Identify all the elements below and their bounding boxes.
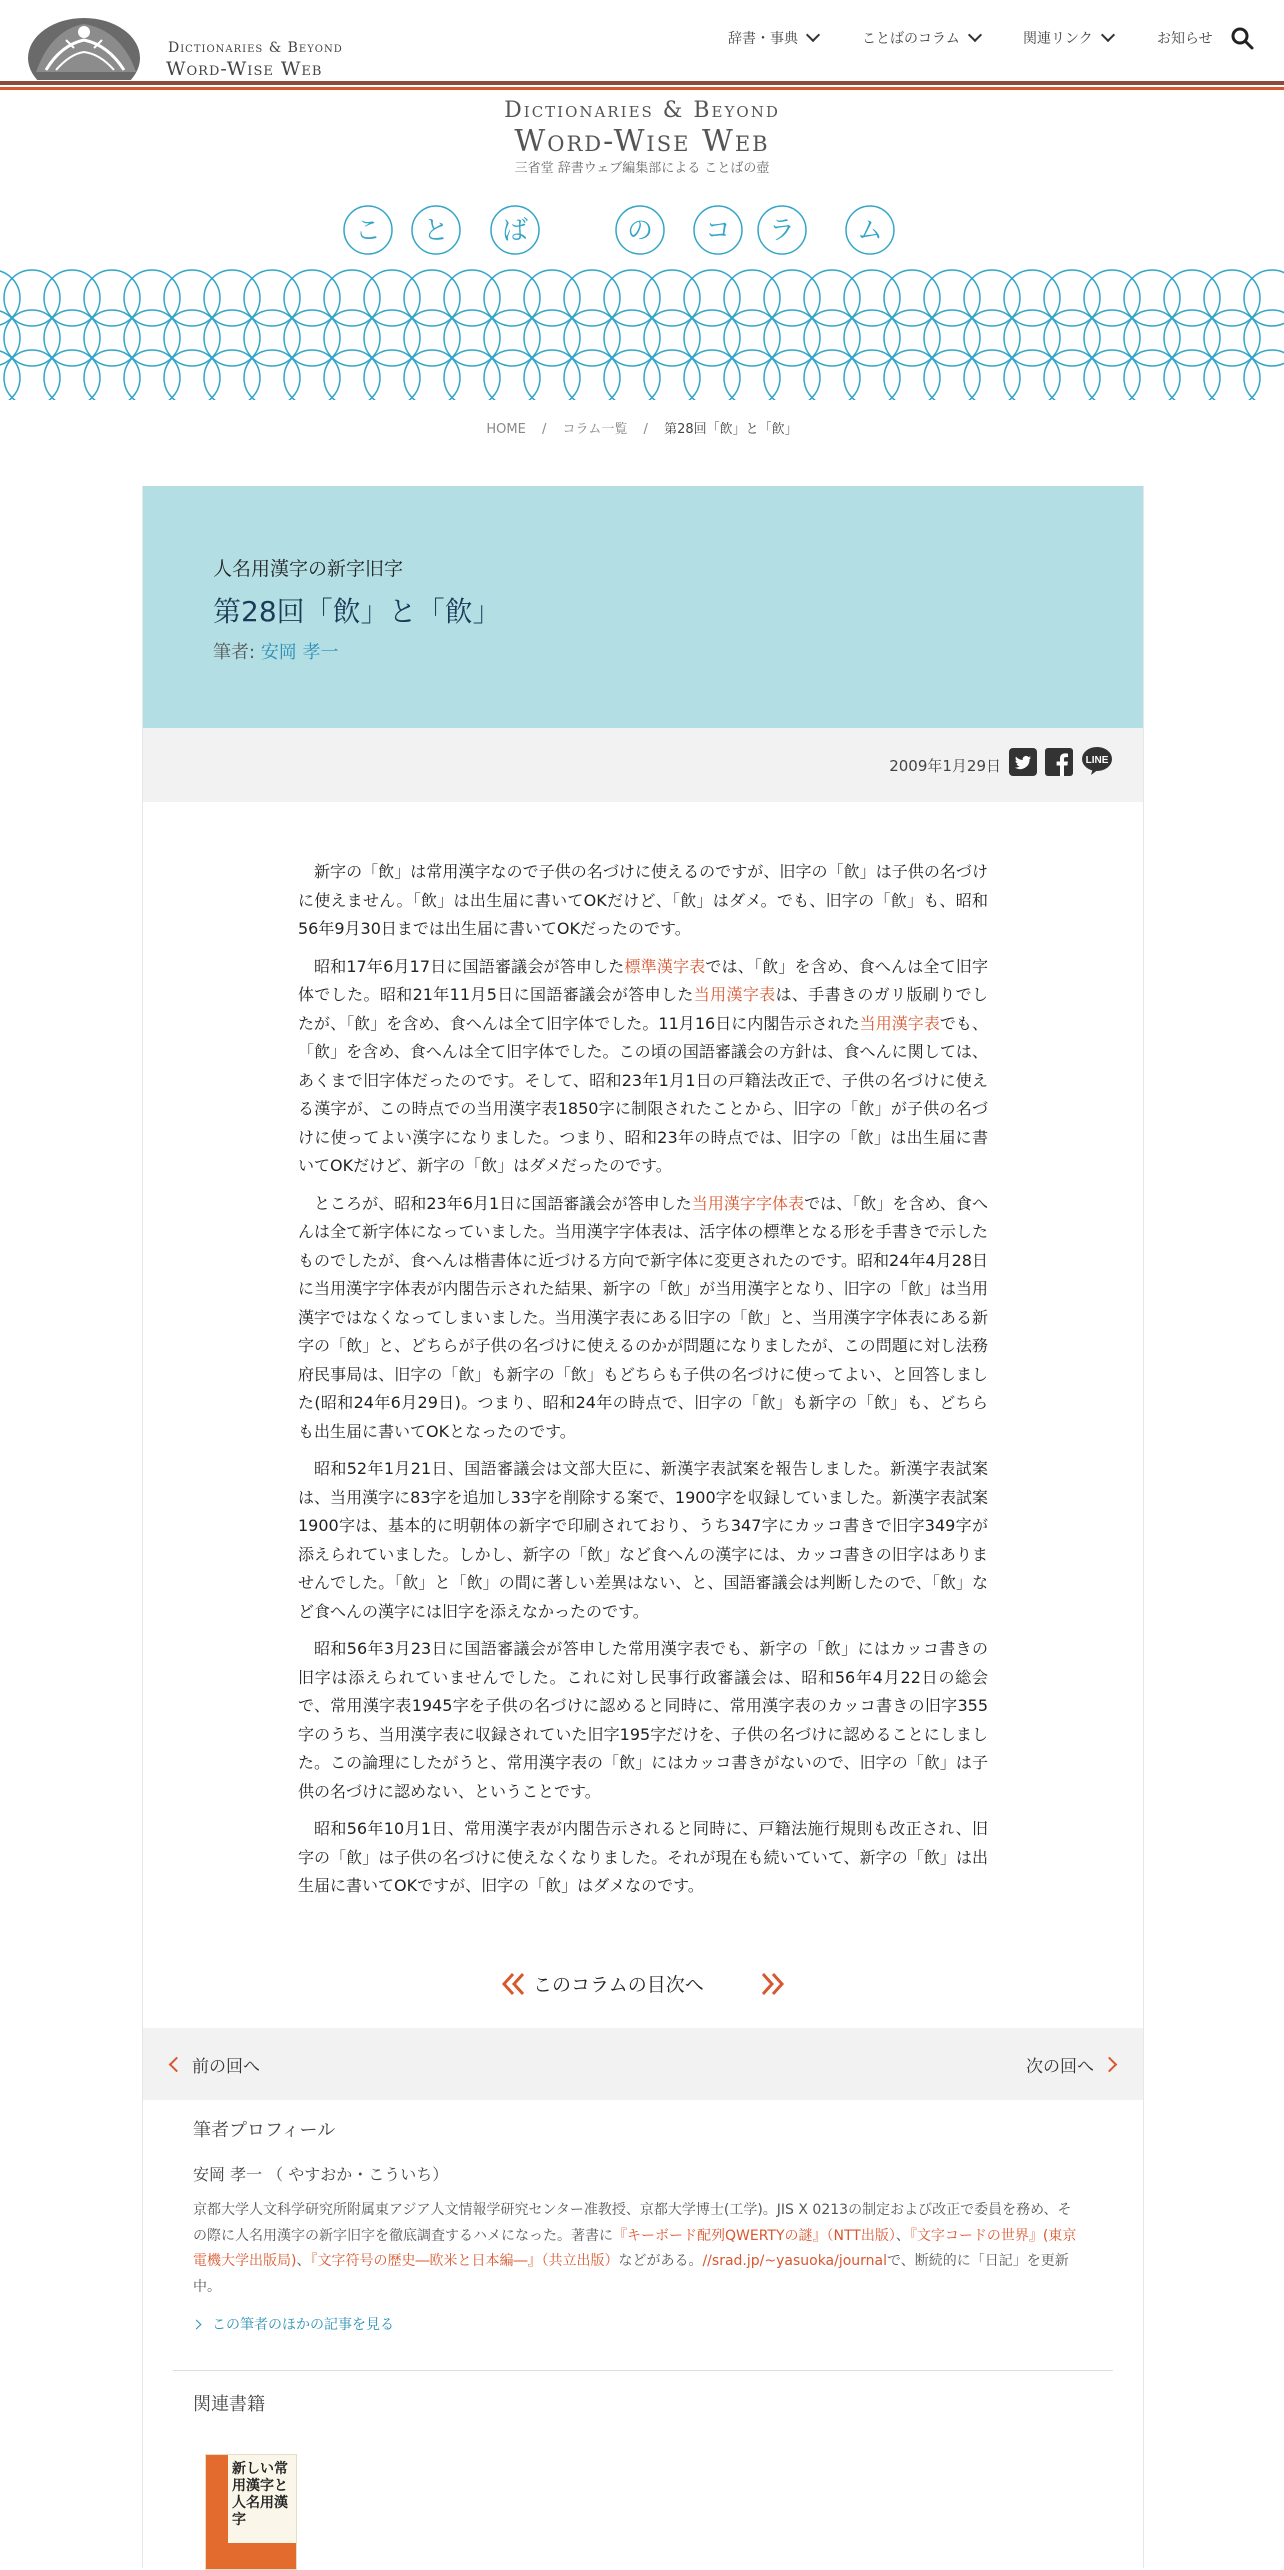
double-chevron-right-icon xyxy=(759,1972,785,1996)
ring-decoration xyxy=(324,350,380,400)
twitter-icon[interactable] xyxy=(1009,748,1037,776)
ring-decoration xyxy=(1124,350,1180,400)
banner-char: ば xyxy=(501,216,529,246)
ring-decoration xyxy=(0,350,20,400)
bio-link[interactable]: 『文字符号の歴史―欧米と日本編―』（共立出版） xyxy=(310,2253,619,2269)
ring-decoration xyxy=(44,350,100,400)
ring-decoration xyxy=(244,350,300,400)
profile-bio xyxy=(193,2198,1083,2300)
date-share-bar xyxy=(143,728,1143,802)
hero-title-line1: Dictionaries & Beyond xyxy=(504,98,780,123)
article-paragraph xyxy=(298,1455,988,1626)
bio-text: 、 xyxy=(895,2227,910,2244)
article-paragraph xyxy=(298,1635,988,1806)
logo-line2: Word-Wise Web xyxy=(166,58,323,80)
bio-link[interactable]: 『キーボード配列QWERTYの謎』（NTT出版） xyxy=(613,2227,896,2244)
article-title: 第28回「飲」と「飮」 xyxy=(213,595,501,628)
nav-related-links-label: 関連リンク xyxy=(1023,31,1093,47)
bio-text: で、断続的に「日記」を更新中。 xyxy=(193,2253,1069,2295)
banner-char: ラ xyxy=(768,216,796,246)
nav-news-label: お知らせ xyxy=(1157,31,1213,47)
inline-link[interactable]: 標準漢字表 xyxy=(624,956,706,976)
line-icon[interactable] xyxy=(1081,746,1113,776)
article-card xyxy=(142,486,1144,2568)
book-cover[interactable] xyxy=(205,2454,297,2570)
next-label: 次の回へ xyxy=(1026,2057,1094,2077)
bio-text: 京都大学人文科学研究所附属東アジア人文情報学研究センター准教授、京都大学博士(工学)。JIS X 0213の制定および改正で委員を務め、その際に人名用漢字の新字旧字を徹底調査するハメになった。著書に xyxy=(193,2202,1072,2244)
paragraph-text: ところが、昭和23年6月1日に国語審議会が答申した xyxy=(314,1193,692,1213)
facebook-icon[interactable] xyxy=(1045,748,1073,776)
site-header xyxy=(0,0,1284,80)
divider xyxy=(173,2370,1113,2371)
nav-columns-label: ことばのコラム xyxy=(862,31,960,47)
inline-link[interactable]: 当用漢字表 xyxy=(859,1013,940,1033)
ring-decoration xyxy=(1204,350,1260,400)
ring-decoration xyxy=(844,350,900,400)
ring-decoration xyxy=(0,310,20,366)
chevron-right-small-icon xyxy=(192,2320,202,2330)
site-logo[interactable] xyxy=(26,10,356,82)
ring-decoration xyxy=(4,350,60,400)
ring-decoration xyxy=(444,350,500,400)
paragraph-text: 新字の「飲」は常用漢字なので子供の名づけに使えるのですが、旧字の「飮」は子供の名づけに使えません。「飲」は出生届に書いてOKだけど、「飮」はダメ。でも、旧字の「飮」も、昭和56年9月30日までは出生届に書いてOKだったのです。 xyxy=(298,862,988,938)
ring-decoration xyxy=(1164,350,1220,400)
banner-char: の xyxy=(626,216,654,246)
bio-link[interactable]: 『文字コードの世界』(東京電機大学出版局) xyxy=(193,2227,1077,2269)
ring-decoration xyxy=(924,350,980,400)
ring-decoration xyxy=(524,350,580,400)
article-paragraph xyxy=(298,1190,988,1447)
chevron-left-icon xyxy=(169,2057,185,2073)
paragraph-text: では、「飮」を含め、食へんは全て旧字体でした。昭和21年11月5日に国語審議会が答申した xyxy=(298,956,988,1004)
article-body xyxy=(298,858,988,1910)
ring-decoration xyxy=(1084,350,1140,400)
more-articles-link[interactable] xyxy=(193,2314,394,2334)
toc-label: このコラムの目次へ xyxy=(533,1974,704,1996)
logo-emblem-icon xyxy=(26,10,146,80)
nav-news[interactable] xyxy=(1157,28,1213,48)
profile-heading: 筆者プロフィール xyxy=(193,2120,336,2141)
article-paragraph xyxy=(298,953,988,1181)
ring-decoration xyxy=(0,270,20,326)
inline-link[interactable]: 当用漢字表 xyxy=(693,985,776,1004)
related-books-heading: 関連書籍 xyxy=(193,2394,265,2415)
publish-date: 2009年1月29日 xyxy=(889,757,1001,775)
ring-decoration xyxy=(604,350,660,400)
chevron-down-icon xyxy=(1101,28,1115,42)
toc-link[interactable] xyxy=(143,1962,1143,2002)
paragraph-text: は、手書きのガリ版刷りでしたが、「飮」を含め、食へんは全て旧字体でした。11月16日に内閣告示された xyxy=(298,985,988,1033)
chevron-right-icon xyxy=(1102,2057,1118,2073)
banner-char: ム xyxy=(856,216,884,246)
ring-decoration xyxy=(164,350,220,400)
svg-text:LINE: LINE xyxy=(1085,755,1109,766)
book-cover-title: 新しい常用漢字と人名用漢字 xyxy=(232,2461,288,2528)
ring-decoration xyxy=(204,350,260,400)
breadcrumb-column-list[interactable]: コラム一覧 xyxy=(562,422,628,437)
paragraph-text: 昭和17年6月17日に国語審議会が答申した xyxy=(314,956,625,976)
prev-next-bar xyxy=(143,2028,1143,2100)
nav-related-links[interactable] xyxy=(1023,28,1113,48)
ring-decoration xyxy=(724,350,780,400)
article-paragraph xyxy=(298,1815,988,1901)
profile-name: 安岡 孝一 （ やすおか・こういち） xyxy=(193,2165,449,2184)
article-paragraph xyxy=(298,858,988,944)
column-banner xyxy=(0,200,1284,400)
breadcrumb: HOME / コラム一覧 / 第28回「飲」と「飮」 xyxy=(486,422,798,437)
ring-decoration xyxy=(1244,310,1284,366)
chevron-down-icon xyxy=(806,28,820,42)
paragraph-text: 昭和56年10月1日、常用漢字表が内閣告示されると同時に、戸籍法施行規則も改正され、旧字の「飮」は子供の名づけに使えなくなりました。それが現在も続いていて、新字の「飲」は出生届に書いてOKですが、旧字の「飮」はダメなのです。 xyxy=(298,1819,988,1895)
breadcrumb-current: 第28回「飲」と「飮」 xyxy=(664,422,798,437)
ring-decoration xyxy=(884,350,940,400)
paragraph-text: 昭和56年3月23日に国語審議会が答申した常用漢字表でも、新字の「飲」にはカッコ書きの旧字は添えられていませんでした。これに対し民事行政審議会は、昭和56年4月22日の総会で、常用漢字表1945字を子供の名づけに認めると同時に、常用漢字表のカッコ書きの旧字355字のうち、当用漢字表に収録されていた旧字195字だけを、子供の名づけに認めることにしました。この論理にしたがうと、常用漢字表の「飲」にはカッコ書きがないので、旧字の「飮」は子供の名づけに認めない、ということです。 xyxy=(298,1639,988,1801)
ring-decoration xyxy=(964,350,1020,400)
ring-decoration xyxy=(764,350,820,400)
chevron-down-icon xyxy=(968,28,982,42)
author-label: 筆者: xyxy=(213,642,256,663)
ring-decoration xyxy=(1044,350,1100,400)
double-chevron-left-icon xyxy=(501,1972,527,1996)
series-title: 人名用漢字の新字旧字 xyxy=(213,558,404,580)
search-icon[interactable] xyxy=(1230,26,1254,50)
bio-link[interactable]: //srad.jp/~yasuoka/journal xyxy=(702,2253,888,2269)
ring-decoration xyxy=(804,350,860,400)
ring-decoration xyxy=(284,350,340,400)
paragraph-text: では、「飲」を含め、食へんは全て新字体になっていました。当用漢字字体表は、活字体の標準となる形を手書きで示したものでしたが、食へんは楷書体に近づける方向で新字体に変更されたのです。昭和24年4月28日に当用漢字字体表が内閣告示された結果、新字の「飲」が当用漢字となり、旧字の「飮」は当用漢字ではなくなってしまいました。当用漢字表にある旧字の「飮」と、当用漢字字体表にある新字の「飲」と、どちらが子供の名づけに使えるのかが問題になりましたが、この問題に対し法務府民事局は、旧字の「飮」も新字の「飲」もどちらも子供の名づけに使ってよい、と回答しました(昭和24年6月29日)。つまり、昭和24年の時点で、旧字の「飮」も新字の「飲」も、どちらも出生届に書いてOKとなったのです。 xyxy=(298,1193,988,1441)
breadcrumb-home[interactable]: HOME xyxy=(486,422,526,437)
paragraph-text: でも、「飮」を含め、食へんは全て旧字体でした。この頃の国語審議会の方針は、食へんに関しては、あくまで旧字体だったのです。そして、昭和23年1月1日の戸籍法改正で、子供の名づけに使える漢字が、この時点での当用漢字表1850字に制限されたことから、旧字の「飮」が子供の名づけに使ってよい漢字になりました。つまり、昭和23年の時点では、旧字の「飮」は出生届に書いてOKだけど、新字の「飲」はダメだったのです。 xyxy=(298,1013,988,1175)
prev-label: 前の回へ xyxy=(192,2057,260,2077)
ring-decoration xyxy=(564,350,620,400)
bio-text: などがある。 xyxy=(618,2253,703,2269)
author-link[interactable]: 安岡 孝一 xyxy=(260,642,339,663)
inline-link[interactable]: 当用漢字字体表 xyxy=(691,1193,805,1213)
paragraph-text: 昭和52年1月21日、国語審議会は文部大臣に、新漢字表試案を報告しました。新漢字表試案は、当用漢字に83字を追加し33字を削除する案で、1900字を収録していました。新漢字表試案1900字は、基本的に明朝体の新字で印刷されており、うち347字にカッコ書きで旧字349字が添えられていました。しかし、新字の「飲」など食へんの漢字には、カッコ書きの旧字はありませんでした。「飮」と「飲」の間に著しい差異はない、と、国語審議会は判断したので、「飲」など食へんの漢字には旧字を添えなかったのです。 xyxy=(298,1459,988,1621)
prev-article-link[interactable] xyxy=(171,2052,260,2077)
ring-decoration xyxy=(684,350,740,400)
logo-line1: Dictionaries & Beyond xyxy=(168,40,343,56)
nav-dictionaries[interactable] xyxy=(728,28,818,48)
bio-text: 、 xyxy=(296,2253,311,2269)
ring-decoration xyxy=(1004,350,1060,400)
banner-char: コ xyxy=(704,216,732,246)
ring-decoration xyxy=(364,350,420,400)
hero-title-line2: Word-Wise Web xyxy=(514,124,770,159)
article-author xyxy=(213,638,339,664)
hero-tagline: 三省堂 辞書ウェブ編集部による ことばの壺 xyxy=(514,161,770,176)
more-articles-label: この筆者のほかの記事を見る xyxy=(212,2317,394,2333)
ring-decoration xyxy=(484,350,540,400)
header-stripes xyxy=(0,81,1284,90)
ring-decoration xyxy=(644,350,700,400)
banner-char: こ xyxy=(354,216,382,246)
nav-columns[interactable] xyxy=(862,28,980,48)
ring-decoration xyxy=(124,350,180,400)
banner-char: と xyxy=(422,216,450,246)
ring-decoration xyxy=(404,350,460,400)
ring-decoration xyxy=(84,350,140,400)
next-article-link[interactable] xyxy=(1026,2052,1115,2077)
nav-dictionaries-label: 辞書・事典 xyxy=(728,31,798,47)
ring-decoration xyxy=(1244,270,1284,326)
article-header xyxy=(143,486,1143,728)
